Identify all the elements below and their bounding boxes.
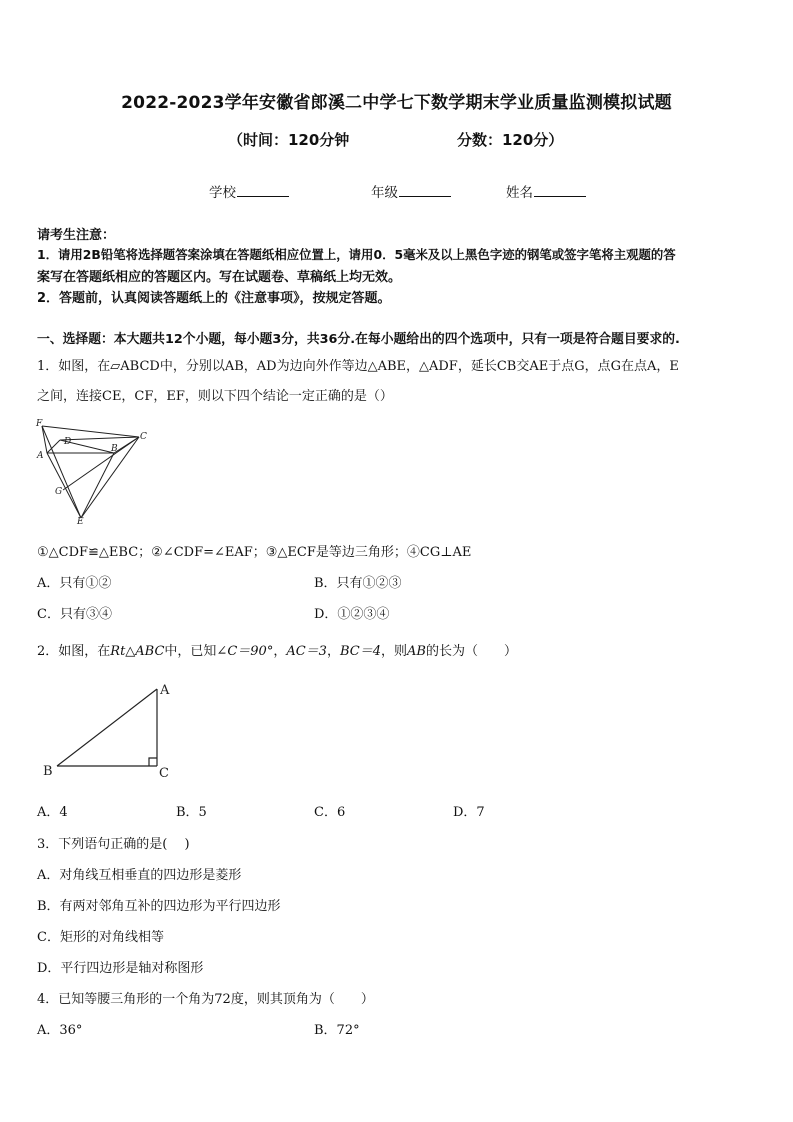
q2-suffix: 的长为（ ） — [425, 644, 517, 659]
school-label: 学校 — [209, 185, 236, 201]
exam-title: 2022-2023学年安徽省郎溪二中学七下数学期末学业质量监测模拟试题 — [121, 93, 672, 113]
notice-line-2: 案写在答题纸相应的答题区内。写在试题卷、草稿纸上均无效。 — [37, 270, 402, 285]
q2-option-b[interactable]: B．5 — [176, 805, 207, 820]
q1-statements: ①△CDF≌△EBC；②∠CDF=∠EAF；③△ECF是等边三角形；④CG⊥AE — [37, 545, 472, 560]
notice-line-3: 2．答题前，认真阅读答题纸上的《注意事项》，按规定答题。 — [37, 291, 391, 306]
q3-stem: 3．下列语句正确的是( ) — [37, 837, 190, 852]
notice-line-1: 1．请用2B铅笔将选择题答案涂填在答题纸相应位置上，请用0．5毫米及以上黑色字迹的钢笔或签字笔将主观题的答 — [37, 247, 676, 262]
q1-label-c: C — [140, 432, 147, 442]
school-blank[interactable] — [237, 183, 289, 197]
grade-field — [371, 181, 451, 201]
q1-label-e: E — [77, 517, 84, 527]
q2-figure — [38, 680, 188, 785]
school-field — [209, 181, 289, 201]
grade-label: 年级 — [371, 185, 398, 201]
q2-prefix: 2．如图，在 — [37, 644, 111, 659]
notice-heading: 请考生注意： — [37, 228, 116, 243]
q2-ze: ，则 — [380, 644, 407, 659]
q2-option-d[interactable]: D．7 — [453, 805, 485, 820]
q2-angle-c: C＝90° — [227, 644, 274, 659]
q2-rt-abc: Rt△ABC — [110, 644, 165, 659]
exam-score: 分数：120分） — [457, 131, 564, 149]
q1-label-a: A — [37, 451, 44, 461]
grade-blank[interactable] — [399, 183, 451, 197]
q1-stem-line2: 之间，连接CE，CF，EF，则以下四个结论一定正确的是（） — [37, 389, 393, 404]
q4-stem: 4．已知等腰三角形的一个角为72度，则其顶角为（ ） — [37, 992, 374, 1007]
q3-option-a[interactable]: A．对角线互相垂直的四边形是菱形 — [37, 868, 242, 883]
q2-option-a[interactable]: A．4 — [37, 805, 68, 820]
name-label: 姓名 — [506, 185, 533, 201]
q1-label-g: G — [55, 487, 63, 497]
q2-label-a: A — [160, 683, 170, 698]
q2-ac: AC＝3 — [286, 644, 327, 659]
q2-label-c: C — [159, 766, 169, 781]
q2-option-c[interactable]: C．6 — [314, 805, 346, 820]
exam-time: （时间：120分钟 — [228, 131, 350, 149]
q4-option-a[interactable]: A．36° — [37, 1023, 83, 1038]
q1-option-a[interactable]: A．只有①② — [37, 576, 112, 591]
q2-bc: BC＝4 — [339, 644, 381, 659]
q3-option-b[interactable]: B．有两对邻角互补的四边形为平行四边形 — [37, 899, 281, 914]
q1-label-f: F — [36, 419, 43, 429]
q1-option-b[interactable]: B．只有①②③ — [314, 576, 402, 591]
q1-figure — [35, 418, 155, 528]
q1-label-d: D — [64, 437, 72, 447]
q3-option-d[interactable]: D．平行四边形是轴对称图形 — [37, 961, 204, 976]
q3-option-c[interactable]: C．矩形的对角线相等 — [37, 930, 164, 945]
name-field — [506, 181, 586, 201]
section-heading: 一、选择题：本大题共12个小题，每小题3分，共36分.在每小题给出的四个选项中，只有一项是符合题目要求的. — [37, 332, 680, 347]
q2-ab: AB — [407, 644, 426, 659]
name-blank[interactable] — [534, 183, 586, 197]
q2-label-b: B — [43, 764, 53, 779]
q1-label-b: B — [111, 444, 118, 454]
q1-option-c[interactable]: C．只有③④ — [37, 607, 112, 622]
q2-mid: 中，已知∠ — [164, 644, 228, 659]
q1-option-d[interactable]: D．①②③④ — [314, 607, 390, 622]
q4-option-b[interactable]: B．72° — [314, 1023, 360, 1038]
q2-stem: 2．如图，在Rt△ABC中，已知∠C＝90°，AC＝3，BC＝4，则AB的长为（ ） — [37, 644, 517, 659]
q1-stem-line1: 1．如图，在▱ABCD中，分别以AB，AD为边向外作等边△ABE，△ADF，延长CB交AE于点G，点G在点A，E — [37, 359, 679, 374]
